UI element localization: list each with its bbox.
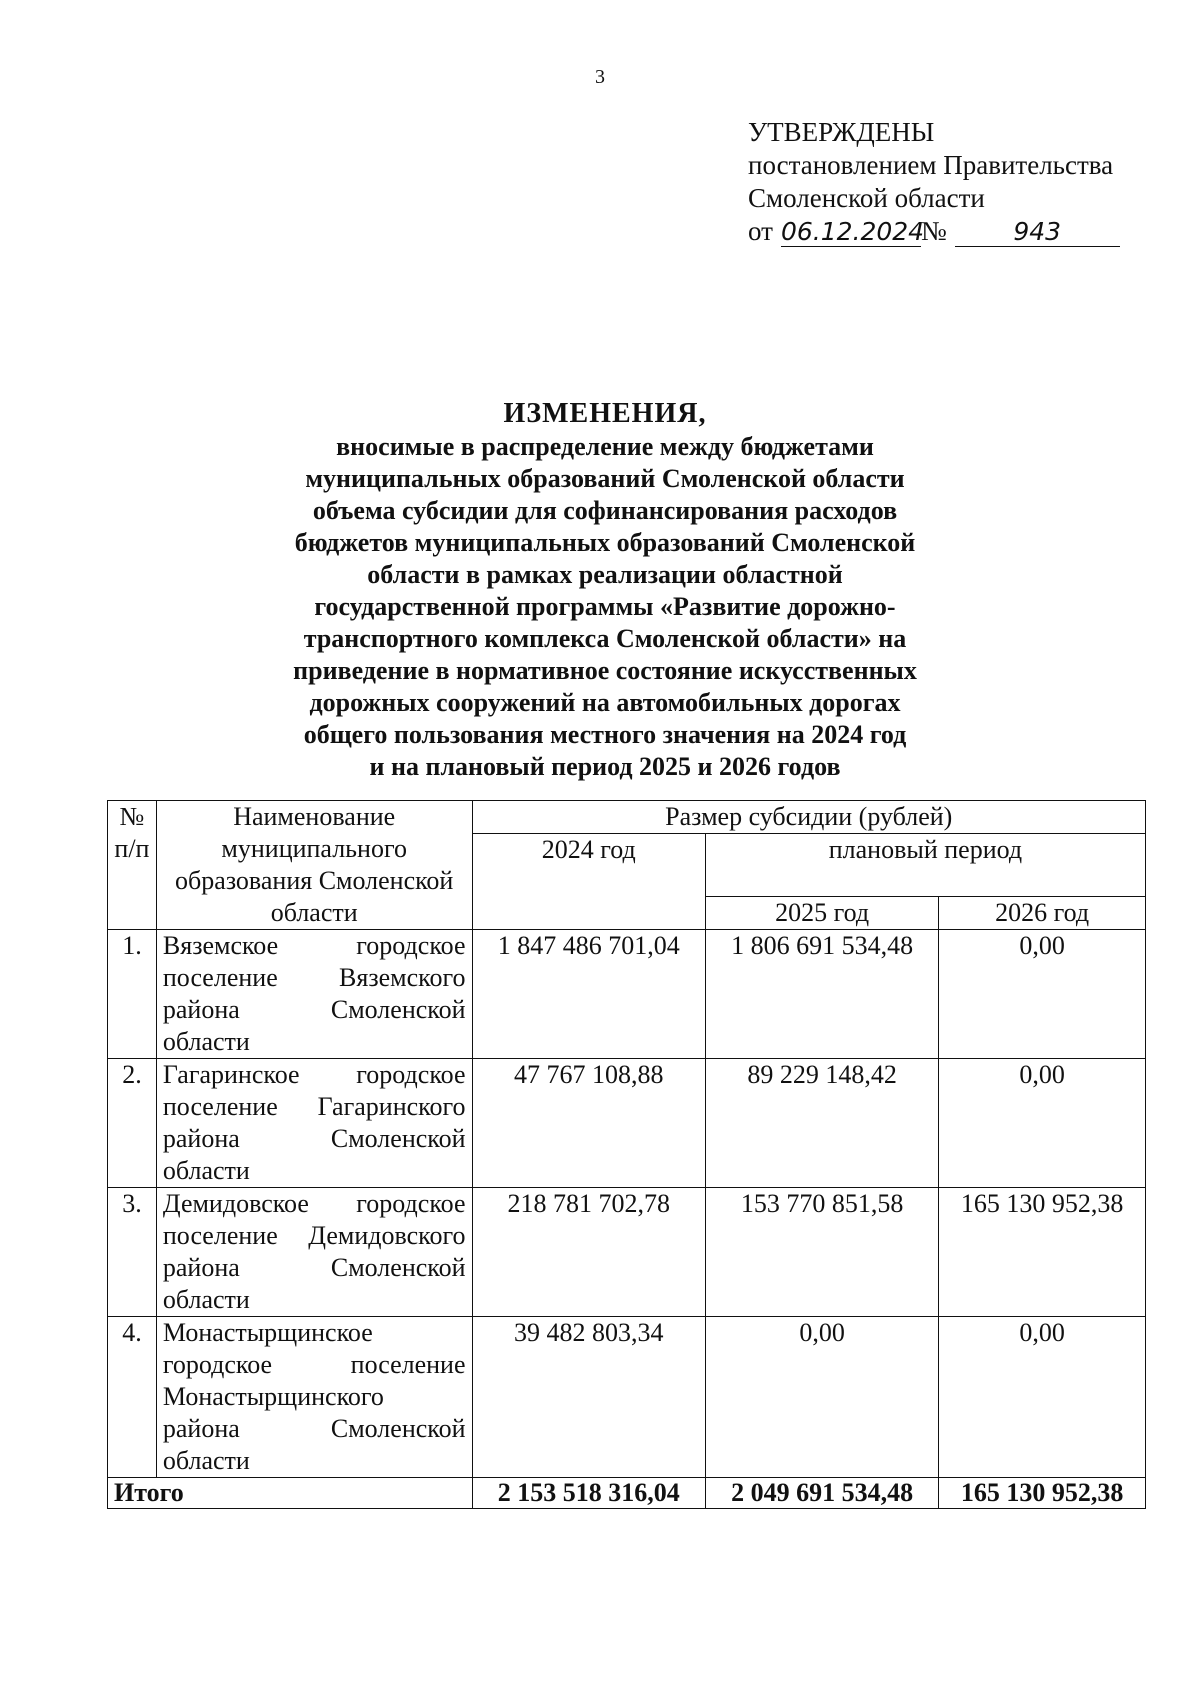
table-row	[108, 1059, 1146, 1188]
value-2026: 0,00	[939, 1059, 1146, 1188]
header-year-2026: 2026 год	[939, 897, 1146, 930]
value-2024: 47 767 108,88	[472, 1059, 705, 1188]
title-line: объема субсидии для софинансирования расходов	[312, 496, 898, 525]
value-2025: 153 770 851,58	[705, 1188, 938, 1317]
table-row	[108, 1317, 1146, 1478]
header-planned-period: плановый период	[705, 834, 1145, 897]
header-year-2025: 2025 год	[705, 897, 938, 930]
municipality-name: Демидовское городское поселение Демидовского района Смоленской области	[156, 1188, 472, 1317]
row-number: 2.	[108, 1059, 157, 1188]
total-2026: 165 130 952,38	[939, 1478, 1146, 1509]
title-line: муниципальных образований Смоленской области	[305, 464, 905, 493]
value-2025: 89 229 148,42	[705, 1059, 938, 1188]
number-prefix: №	[920, 216, 947, 246]
row-number: 4.	[108, 1317, 157, 1478]
approval-stamp	[748, 116, 1120, 248]
title-line: дорожных сооружений на автомобильных дорогах	[309, 688, 901, 717]
title-line: и на плановый период 2025 и 2026 годов	[369, 752, 841, 781]
title-line: государственной программы «Развитие дорожно-	[314, 592, 896, 621]
handwritten-date: 06.12.2024	[780, 217, 925, 246]
table-row	[108, 1188, 1146, 1317]
row-number: 3.	[108, 1188, 157, 1317]
municipality-name: Гагаринское городское поселение Гагаринского района Смоленской области	[156, 1059, 472, 1188]
value-2025: 0,00	[705, 1317, 938, 1478]
header-number: № п/п	[108, 801, 157, 930]
row-number: 1.	[108, 930, 157, 1059]
handwritten-number: 943	[955, 218, 1120, 247]
document-title	[250, 398, 960, 783]
header-year-2024: 2024 год	[472, 834, 705, 930]
title-line: приведение в нормативное состояние искусственных	[293, 656, 917, 685]
approval-title: УТВЕРЖДЕНЫ	[748, 117, 935, 147]
table-row	[108, 930, 1146, 1059]
total-label: Итого	[108, 1478, 473, 1509]
approval-date-number-line	[748, 215, 1120, 248]
municipality-name: Монастырщинское городское поселение Монастырщинского района Смоленской области	[156, 1317, 472, 1478]
approval-line-decree: постановлением Правительства	[748, 150, 1114, 180]
header-name: Наименование муниципального образования Смоленской области	[156, 801, 472, 930]
title-line: области в рамках реализации областной	[367, 560, 843, 589]
title-line: бюджетов муниципальных образований Смоленской	[294, 528, 916, 557]
value-2026: 165 130 952,38	[939, 1188, 1146, 1317]
title-heading: ИЗМЕНЕНИЯ,	[503, 398, 707, 429]
value-2026: 0,00	[939, 1317, 1146, 1478]
date-prefix: от	[748, 216, 773, 246]
title-line: транспортного комплекса Смоленской области» на	[303, 624, 907, 653]
total-2025: 2 049 691 534,48	[705, 1478, 938, 1509]
value-2026: 0,00	[939, 930, 1146, 1059]
value-2024: 39 482 803,34	[472, 1317, 705, 1478]
total-2024: 2 153 518 316,04	[472, 1478, 705, 1509]
page-number: 3	[595, 66, 605, 88]
title-line: вносимые в распределение между бюджетами	[336, 432, 874, 461]
value-2025: 1 806 691 534,48	[705, 930, 938, 1059]
approval-line-region: Смоленской области	[748, 183, 985, 213]
subsidy-table	[107, 800, 1146, 1509]
header-subsidy: Размер субсидии (рублей)	[472, 801, 1146, 834]
municipality-name: Вяземское городское поселение Вяземского района Смоленской области	[156, 930, 472, 1059]
total-row	[108, 1478, 1146, 1509]
value-2024: 218 781 702,78	[472, 1188, 705, 1317]
title-line: общего пользования местного значения на 2024 год	[303, 720, 907, 749]
value-2024: 1 847 486 701,04	[472, 930, 705, 1059]
